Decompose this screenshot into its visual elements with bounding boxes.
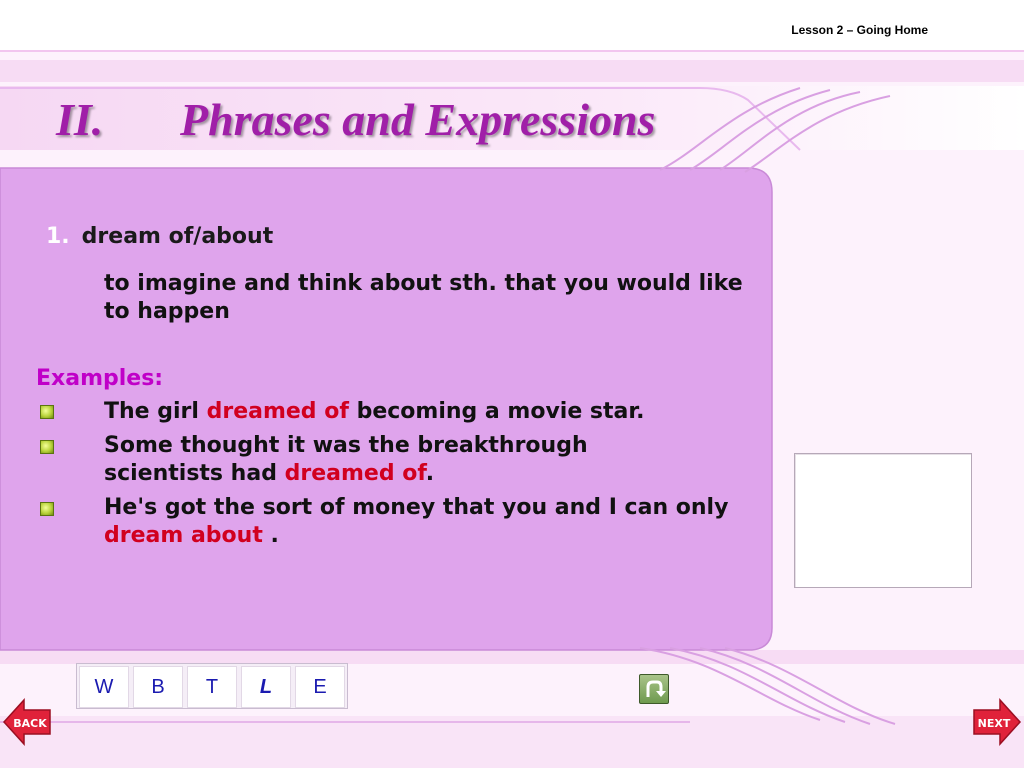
example-item: [104, 398, 774, 426]
example-text: becoming a movie star.: [348, 399, 645, 424]
back-label: BACK: [13, 717, 47, 730]
example-highlight: dreamed of: [206, 399, 349, 424]
nav-letter-l[interactable]: L: [241, 666, 291, 708]
next-arrow-icon: [972, 698, 1022, 746]
nav-letter-w[interactable]: W: [79, 666, 129, 708]
section-nav: [76, 663, 348, 709]
phrase-definition: to imagine and think about sth. that you would like to happen: [104, 271, 743, 324]
slide-title: [56, 93, 655, 146]
example-text: .: [425, 461, 435, 486]
example-text: Some thought it was the breakthrough scientists had: [104, 433, 588, 486]
example-text: .: [262, 523, 279, 548]
phrase-text: dream of/about: [81, 224, 274, 249]
example-item: [104, 494, 774, 550]
back-arrow-icon: [2, 698, 52, 746]
phrase-number: 1.: [46, 224, 70, 249]
nav-letter-b[interactable]: B: [133, 666, 183, 708]
example-highlight: dreamed of: [284, 461, 426, 486]
return-arrow-icon: [640, 675, 668, 703]
media-placeholder: [794, 453, 972, 588]
nav-letter-t[interactable]: T: [187, 666, 237, 708]
example-text: The girl: [104, 399, 207, 424]
bullet-icon: [40, 405, 54, 419]
section-number: II.: [56, 94, 104, 145]
nav-letter-e[interactable]: E: [295, 666, 345, 708]
back-button[interactable]: [2, 698, 52, 746]
next-label: NEXT: [977, 717, 1011, 730]
example-highlight: dream about: [104, 523, 263, 548]
example-item: [104, 432, 704, 488]
next-button[interactable]: [972, 698, 1022, 746]
example-text: He's got the sort of money that you and I can only: [104, 495, 729, 520]
phrase-heading: [46, 224, 273, 249]
section-title: Phrases and Expressions: [180, 94, 656, 145]
bullet-icon: [40, 440, 54, 454]
return-button[interactable]: [639, 674, 669, 704]
examples-label: Examples:: [36, 366, 164, 391]
bullet-icon: [40, 502, 54, 516]
lesson-title: Lesson 2 – Going Home: [791, 23, 928, 37]
